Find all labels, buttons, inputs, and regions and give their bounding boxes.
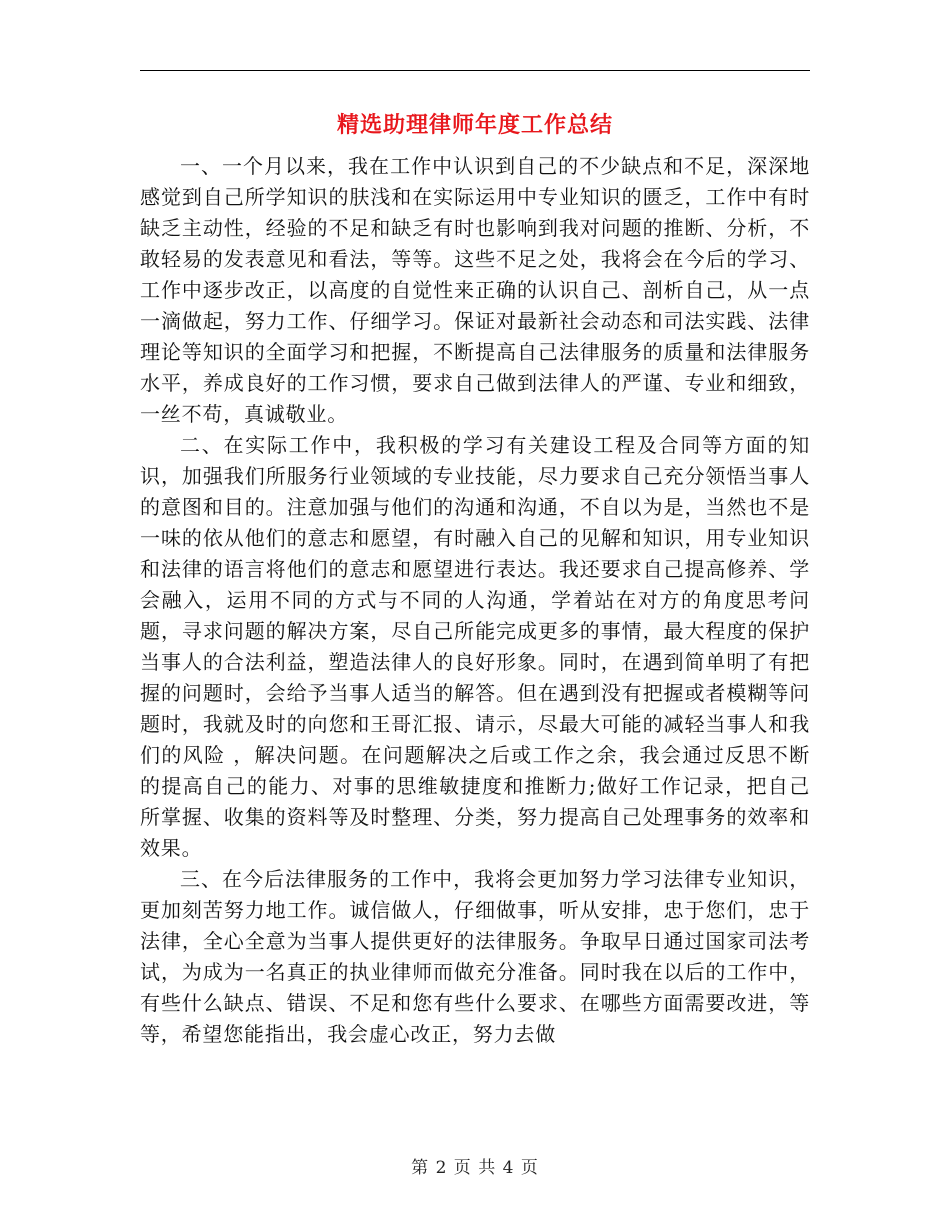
page-number: 第 2 页 共 4 页 — [411, 1158, 539, 1178]
document-title: 精选助理律师年度工作总结 — [336, 112, 613, 138]
paragraph-1: 一、一个月以来，我在工作中认识到自己的不少缺点和不足，深深地感觉到自己所学知识的肤浅和在实际运用中专业知识的匮乏，工作中有时缺乏主动性，经验的不足和缺乏有时也影响到我对问题的推断、分析，不敢轻易的发表意见和看法，等等。这些不足之处，我将会在今后的学习、工作中逐步改正，以高度的自觉性来正确的认识自己、剖析自己，从一点一滴做起，努力工作、仔细学习。保证对最新社会动态和司法实践、法律理论等知识的全面学习和把握，不断提高自己法律服务的质量和法律服务水平，养成良好的工作习惯，要求自己做到法律人的严谨、专业和细致，一丝不苟，真诚敬业。 — [140, 154, 810, 426]
paragraph-3: 三、在今后法律服务的工作中，我将会更加努力学习法律专业知识，更加刻苦努力地工作。诚信做人，仔细做事，听从安排，忠于您们，忠于法律，全心全意为当事人提供更好的法律服务。争取早日通过国家司法考试，为成为一名真正的执业律师而做充分准备。同时我在以后的工作中，有些什么缺点、错误、不足和您有些什么要求、在哪些方面需要改进，等等，希望您能指出，我会虚心改正，努力去做 — [140, 867, 810, 1046]
paragraph-2: 二、在实际工作中，我积极的学习有关建设工程及合同等方面的知识，加强我们所服务行业领域的专业技能，尽力要求自己充分领悟当事人的意图和目的。注意加强与他们的沟通和沟通，不自以为是，当然也不是一味的依从他们的意志和愿望，有时融入自己的见解和知识，用专业知识和法律的语言将他们的意志和愿望进行表达。我还要求自己提高修养、学会融入，运用不同的方式与不同的人沟通，学着站在对方的角度思考问题，寻求问题的解决方案，尽自己所能完成更多的事情，最大程度的保护当事人的合法利益，塑造法律人的良好形象。同时，在遇到简单明了有把握的问题时，会给予当事人适当的解答。但在遇到没有把握或者模糊等问题时，我就及时的向您和王哥汇报、请示，尽最大可能的减轻当事人和我们的风险 ，解决问题。在问题解决之后或工作之余，我会通过反思不断的提高自己的能力、对事的思维敏捷度和推断力;做好工作记录，把自己所掌握、收集的资料等及时整理、分类，努力提高自己处理事务的效率和效果。 — [140, 433, 810, 860]
document-body — [140, 151, 810, 1050]
header-rule — [140, 70, 810, 71]
